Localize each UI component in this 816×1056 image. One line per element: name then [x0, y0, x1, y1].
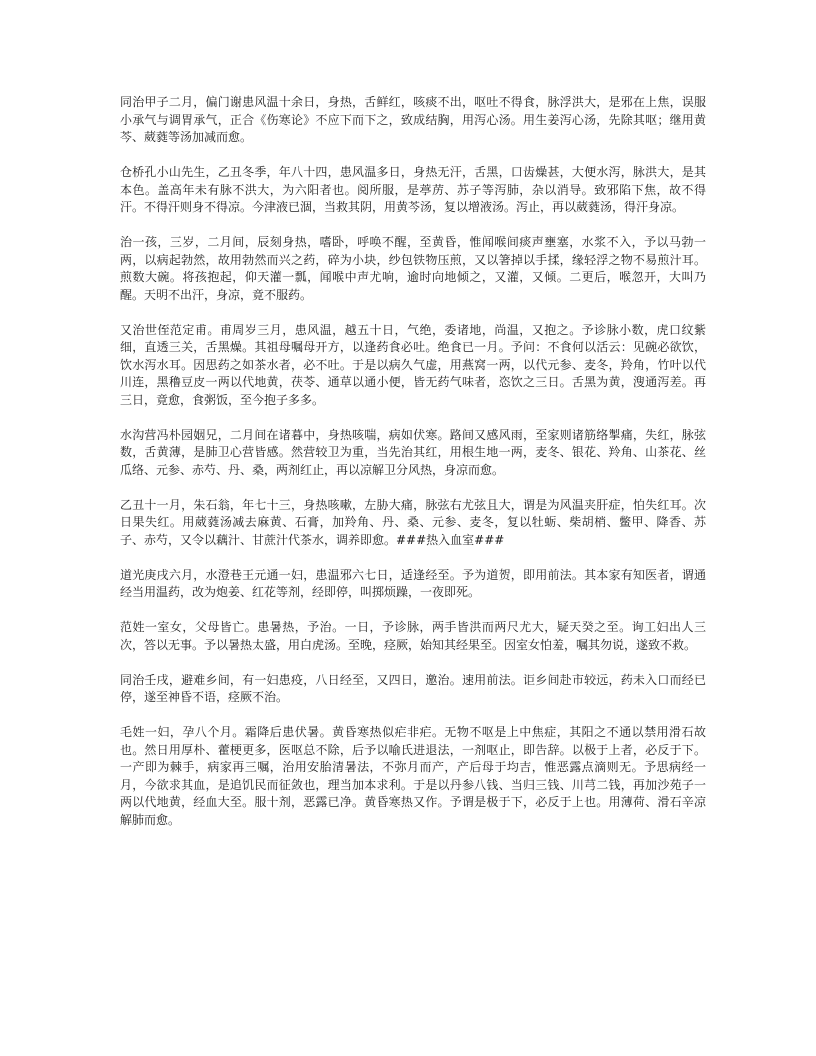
paragraph-9: 同治壬戌，避难乡间，有一妇患疫，八日经至，又四日，邀治。速用前法。讵乡间赴市较远，药未入口而经已停，遂至神昏不语，痉厥不治。 [120, 672, 706, 704]
paragraph-10: 毛姓一妇，孕八个月。霜降后患伏暑。黄昏寒热似疟非疟。无物不呕是上中焦症，其阳之不通以禁用滑石故也。然日用厚朴、藿梗更多，医呕总不除，后予以喻氏进退法，一剂呕止，即告辞。以极于上者，必反于下。一产即为棘手，病家再三嘱，治用安胎清暑法，不弥月而产，产后母于均吉，惟恶露点滴则无。予思病经一月，今欲求其血，是追饥民而征敛也，理当加本求利。于是以丹参八钱、当归三钱、川芎二钱，再加沙苑子一两以代地黄，经血大至。服十剂，恶露已净。黄昏寒热又作。予谓是极于下，必反于上也。用薄荷、滑石辛凉解肺而愈。 [120, 725, 706, 827]
paragraph-4: 又治世侄范定甫。甫周岁三月，患风温，越五十日，气绝，委诸地，尚温，又抱之。予诊脉小数，虎口纹紫细，直透三关，舌黑燥。其祖母嘱母开方，以逢药食必吐。绝食已一月。予问：不食何以活云：见碗必欲饮，饮水泻水耳。因思药之如茶水者，必不吐。于是以病久气虚，用燕窝一两，以代元参、麦冬，羚角，竹叶以代川连，黑穞豆皮一两以代地黄，茯苓、通草以通小便，皆无药气味者，恣饮之三日。舌黑为黄，溲通泻差。再三日，竟愈，食粥饭，至今抱子多多。 [120, 322, 706, 407]
paragraph-6: 乙丑十一月，朱石翁，年七十三，身热咳嗽，左胁大痛，脉弦右尤弦且大，谓是为风温夹肝症，怕失红耳。次日果失红。用葳蕤汤减去麻黄、石膏，加羚角、丹、桑、元参、麦冬，复以牡蛎、柴胡梢、鳖甲、降香、苏子、赤芍，又令以藕汁、甘蔗汁代茶水，调养即愈。###热入血室### [120, 497, 706, 547]
paragraph-5: 水沟营冯朴园姻兄，二月间在诸暮中，身热咳喘，病如伏寒。路间又感风雨，至家则诸筋络掣痛，失红，脉弦数，舌黄薄，是肺卫心营皆感。然营较卫为重，当先治其红，用根生地一两，麦冬、银花、羚角、山茶花、丝瓜络、元参、赤芍、丹、桑，两剂红止，再以凉解卫分风热，身凉而愈。 [120, 427, 706, 477]
paragraph-3: 治一孩，三岁，二月间，辰刻身热，嗜卧，呼唤不醒，至黄昏，惟闻喉间痰声壅塞，水浆不入，予以马勃一两，以病起勃然，故用勃然而兴之药，碎为小块，纱包铁物压煎，又以箸掉以手揉，缘轻浮之物不易煎汁耳。煎数大碗。将孩抱起，仰天灌一瓢，闻喉中声尤响，逾时向地倾之，又灌，又倾。二更后，喉忽开，大叫乃醒。天明不出汗，身凉，竟不服药。 [120, 235, 706, 302]
paragraph-7: 道光庚戌六月，水澄巷王元通一妇，患温邪六七日，适逢经至。予为道贺，即用前法。其本家有知医者，谓通经当用温药，改为炮姜、红花等剂，经即停，叫掷烦躁，一夜即死。 [120, 567, 706, 599]
paragraph-2: 仓桥孔小山先生，乙丑冬季，年八十四，患风温多日，身热无汗，舌黑，口齿燥甚，大便水泻，脉洪大，是其本色。盖高年未有脉不洪大，为六阳者也。阅所服，是葶苈、苏子等泻肺，杂以消导。致邪陷下焦，故不得汗。不得汗则身不得凉。今津液已涸，当救其阴，用黄芩汤，复以增液汤。泻止，再以葳蕤汤，得汗身凉。 [120, 165, 706, 214]
document-page [120, 94, 706, 847]
paragraph-1: 同治甲子二月，偏门谢患风温十余日，身热，舌鲜红，咳痰不出，呕吐不得食，脉浮洪大，是邪在上焦，误服小承气与调胃承气，正合《伤寒论》不应下而下之，致成结胸，用泻心汤。用生姜泻心汤，先除其呕；继用黄芩、葳蕤等汤加减而愈。 [120, 95, 706, 144]
paragraph-8: 范姓一室女，父母皆亡。患暑热，予治。一日，予诊脉，两手皆洪而两尺尤大，疑天癸之至。询工妇出人三次，答以无事。予以暑热太盛，用白虎汤。至晚，痉厥，始知其经果至。因室女怕羞，嘱其勿说，遂致不救。 [120, 620, 706, 652]
